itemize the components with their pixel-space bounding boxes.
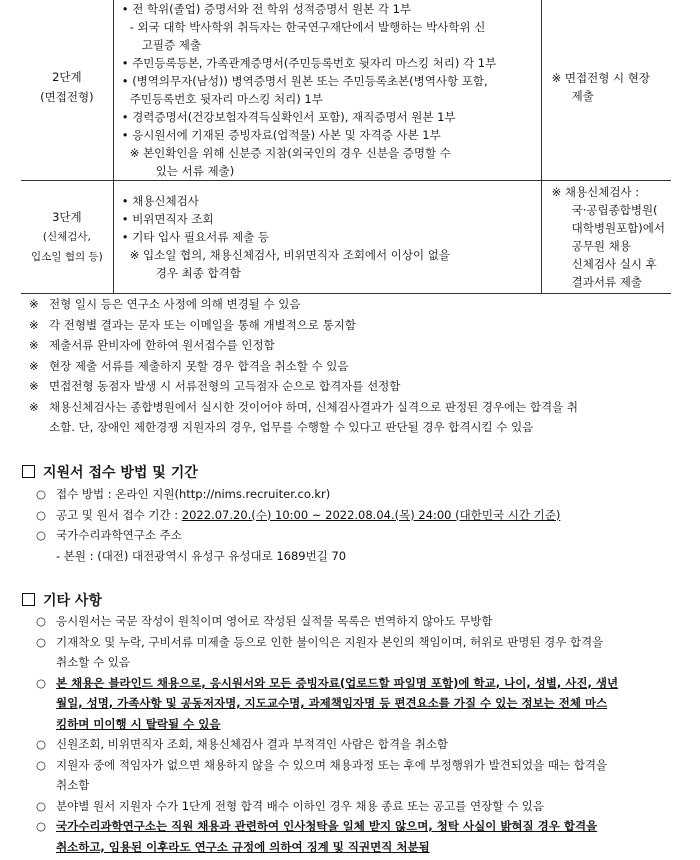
stage-3-items [113,181,541,294]
list-item: • 경력증명서(건강보험자격득실확인서 포함), 재직증명서 원본 1부 [121,110,456,124]
note-item: ※ 제출서류 완비자에 한하여 원서접수를 인정함 [29,338,275,352]
list-item: • 채용신체검사 [121,194,199,208]
list-item-continued: 킹하며 미이행 시 탈락될 수 있음 [56,716,221,731]
list-item: ○ 응시원서는 국문 작성이 원칙이며 영어로 작성된 실적물 목록은 번역하지 않아도 무방함 [36,611,682,632]
list-item-continued: 월일, 성명, 가족사항 및 공동저자명, 지도교수명, 과제책임자명 등 편견요소를 가질 수 있는 정보는 전체 마스 [56,696,608,710]
stage-3-note: ※ 채용신체검사 : 국·공립종합병원( 대학병원포함)에서 공무원 채용 신체검사 실시 후 결과서류 제출 [541,181,671,294]
stage-3-label: 3단계 (신체검사, 입소일 협의 등) [21,181,113,294]
circle-bullet-icon: ○ [36,819,47,833]
list-item: ○ 접수 방법 : 온라인 지원(http://nims.recruiter.co.kr) [36,484,682,505]
note-item: ※ 전형 일시 등은 연구소 사정에 의해 변경될 수 있음 [29,297,301,311]
circle-bullet-icon: ○ [36,507,47,522]
list-item-continued: 취소할 수 있음 [56,655,130,669]
list-item: ○ 국가수리과학연구소는 직원 채용과 관련하여 인사청탁을 일체 받지 않으며, 청탁 사실이 밝혀질 경우 합격을 [36,816,682,837]
circle-bullet-icon: ○ [36,675,47,690]
list-item-continued: 취소함 [56,778,90,792]
circle-bullet-icon: ○ [36,757,47,772]
list-item: • (병역의무자(남성)) 병역증명서 원본 또는 주민등록초본(병역사항 포함, [121,74,488,88]
list-item: ※ 입소일 협의, 채용신체검사, 비위면직자 조회에서 이상이 없을 [129,248,451,262]
checkbox-square-icon [22,465,35,478]
stage-table [21,0,671,294]
circle-bullet-icon: ○ [36,634,47,649]
note-item: ※ 채용신체검사는 종합병원에서 실시한 것이어야 하며, 신체검사결과가 실격으로 판정된 경우에는 합격을 취 [29,399,579,414]
note-item: ※ 면접전형 동점자 발생 시 서류전형의 고득점자 순으로 합격자를 선정함 [29,379,401,393]
circle-bullet-icon: ○ [36,737,47,751]
circle-bullet-icon: ○ [36,487,47,501]
misc-section-title: 기타 사항 [22,590,102,610]
stage-2-row [21,0,671,181]
application-url: (http://nims.recruiter.co.kr) [174,487,331,501]
list-item: ○ 본 채용은 블라인드 채용으로, 응시원서와 모든 증빙자료(업로드할 파일명 포함)에 학교, 나이, 성별, 사진, 생년 [36,673,682,694]
list-item: 고필증 제출 [141,38,201,52]
list-item: 있는 서류 제출) [155,164,235,178]
list-item: ○ 국가수리과학연구소 주소 [36,525,682,546]
list-item: 주민등록번호 뒷자리 마스킹 처리) 1부 [129,92,323,106]
note-item: ※ 각 전형별 결과는 문자 또는 이메일을 통해 개별적으로 통지함 [29,317,356,332]
notes-list [29,294,679,438]
list-item: • 응시원서에 기재된 증빙자료(업적물) 사본 및 자격증 사본 1부 [121,128,441,142]
list-item: ※ 본인확인을 위해 신분증 지참(외국인의 경우 신분을 증명할 수 [129,146,451,160]
circle-bullet-icon: ○ [36,528,47,542]
checkbox-square-icon [22,593,35,606]
list-item: ○ 공고 및 원서 접수 기간 : 2022.07.20.(수) 10:00 ~ 2022.08.04.(목) 24:00 (대한민국 시간 기준) [36,505,682,526]
application-section-title: 지원서 접수 방법 및 기간 [22,462,198,482]
misc-list [36,611,682,857]
address-line: - 본원 : (대전) 대전광역시 유성구 유성대로 1689번길 70 [56,548,347,563]
application-period: 2022.07.20.(수) 10:00 ~ 2022.08.04.(목) 24:00 (대한민국 시간 기준) [181,507,561,522]
list-item: • 비위면직자 조회 [121,212,214,226]
stage-2-items [113,0,541,181]
list-item: ○ 분야별 원서 지원자 수가 1단계 전형 합격 배수 이하인 경우 채용 종료 또는 공고를 연장할 수 있음 [36,796,682,817]
list-item: • 주민등록등본, 가족관계증명서(주민등록번호 뒷자리 마스킹 처리) 각 1부 [121,56,497,70]
list-item-continued: 취소하고, 임용된 이후라도 연구소 규정에 의하여 징계 및 직권면직 처분됨 [56,839,430,854]
stage-3-row [21,181,671,294]
note-item-continued: 소함. 단, 장애인 제한경쟁 지원자의 경우, 업무를 수행할 수 있다고 판단될 경우 합격시킬 수 있음 [49,420,534,434]
stage-2-note: ※ 면접전형 시 현장 제출 [541,0,671,181]
circle-bullet-icon: ○ [36,798,47,813]
list-item: ○ 지원자 중에 적임자가 없으면 채용하지 않을 수 있으며 채용과정 또는 후에 부정행위가 발견되었을 때는 합격을 [36,755,682,776]
list-item: • 전 학위(졸업) 증명서와 전 학위 성적증명서 원본 각 1부 [121,2,412,16]
note-item: ※ 현장 제출 서류를 제출하지 못할 경우 합격을 취소할 수 있음 [29,358,349,373]
stage-2-label: 2단계 (면접전형) [21,0,113,181]
list-item: 경우 최종 합격함 [155,266,241,280]
list-item: ○ 신원조회, 비위면직자 조회, 채용신체검사 결과 부적격인 사람은 합격을 취소함 [36,734,682,755]
list-item: ○ 기재착오 및 누락, 구비서류 미제출 등으로 인한 불이익은 지원자 본인의 책임이며, 허위로 판명된 경우 합격을 [36,632,682,653]
circle-bullet-icon: ○ [36,614,47,628]
application-list [36,484,682,566]
list-item: • 기타 입사 필요서류 제출 등 [121,230,270,244]
list-item: - 외국 대학 박사학위 취득자는 한국연구재단에서 발행하는 박사학위 신 [129,20,486,34]
